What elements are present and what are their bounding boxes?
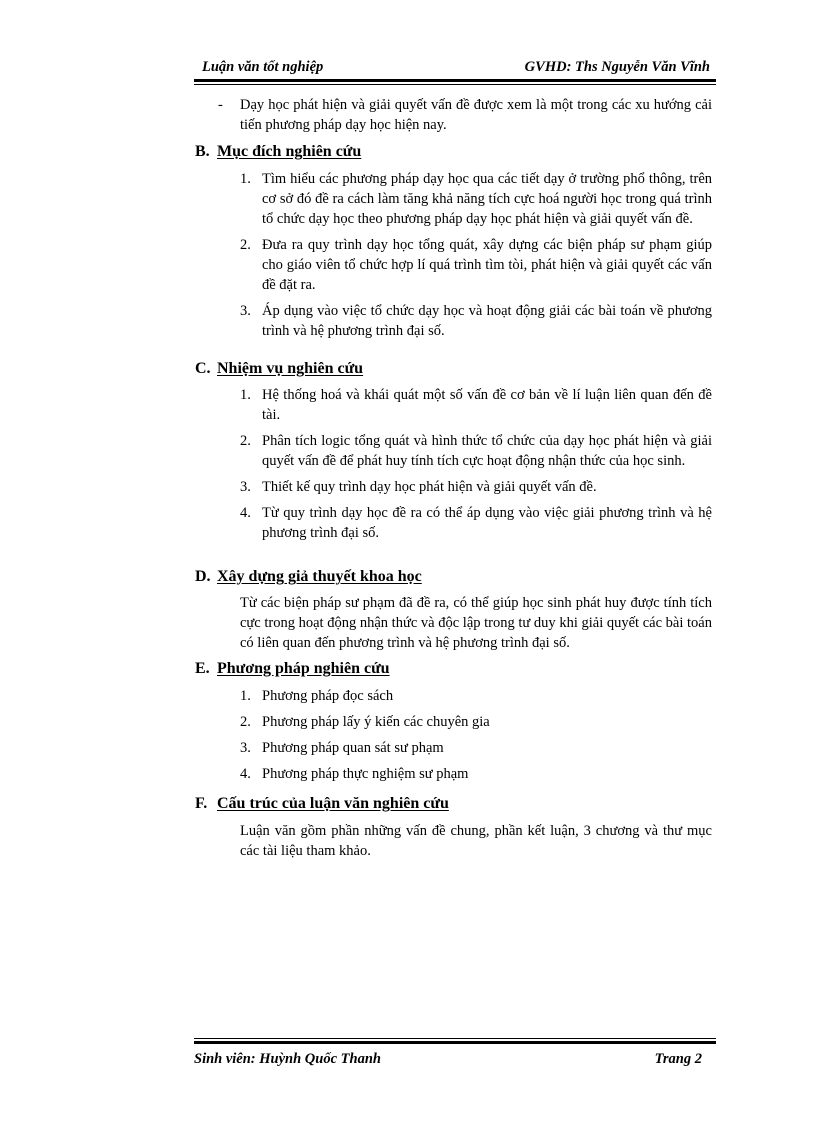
list-number: 2.	[240, 433, 251, 449]
page-number: Trang 2	[654, 1051, 702, 1067]
header-advisor-label: GVHD: Ths Nguyễn Văn Vĩnh	[524, 59, 710, 75]
list-number: 1.	[240, 387, 251, 403]
footer-student-label: Sinh viên: Huỳnh Quốc Thanh	[194, 1051, 381, 1067]
list-text: Phân tích logic tổng quát và hình thức tổ chức của dạy học phát hiện và giải quyết vấn đề để phát huy tính tích cực hoạt động nhận thức của học sinh.	[262, 433, 712, 469]
section-heading-c	[195, 359, 363, 379]
header-rule-thin	[194, 84, 716, 85]
list-item	[240, 686, 712, 706]
list-text: Hệ thống hoá và khái quát một số vấn đề cơ bản về lí luận liên quan đến đề tài.	[262, 387, 712, 423]
section-letter: C.	[195, 360, 211, 377]
list-number: 4.	[240, 505, 251, 521]
section-d-paragraph: Từ các biện pháp sư phạm đã đề ra, có thể giúp học sinh phát huy được tính tích cực trong hoạt động nhận thức và độc lập trong tư duy khi giải quyết các bài toán có liên quan đến phương trình và hệ phương trình đại số.	[240, 595, 712, 651]
list-item	[240, 169, 712, 229]
intro-bullet-item	[218, 95, 712, 135]
header-rule-thick	[194, 79, 716, 82]
list-number: 3.	[240, 479, 251, 495]
list-number: 3.	[240, 740, 251, 756]
footer-rule-thin	[194, 1038, 716, 1039]
section-letter: B.	[195, 143, 210, 160]
list-text: Thiết kế quy trình dạy học phát hiện và giải quyết vấn đề.	[262, 479, 597, 495]
section-f-paragraph: Luận văn gồm phần những vấn đề chung, phần kết luận, 3 chương và thư mục các tài liệu tham khảo.	[240, 823, 712, 859]
list-text: Phương pháp thực nghiệm sư phạm	[262, 766, 469, 782]
section-title: Cấu trúc của luận văn nghiên cứu	[217, 795, 449, 812]
list-item	[240, 503, 712, 543]
section-b-list	[240, 169, 712, 347]
list-item	[240, 738, 712, 758]
footer-rule-thick	[194, 1041, 716, 1044]
running-footer	[194, 1049, 716, 1069]
list-text: Từ quy trình dạy học đề ra có thể áp dụng vào việc giải phương trình và hệ phương trình đại số.	[262, 505, 712, 541]
section-e-list	[240, 686, 712, 790]
list-item	[240, 431, 712, 471]
header-double-rule	[194, 79, 716, 87]
section-letter: E.	[195, 660, 210, 677]
list-text: Áp dụng vào việc tổ chức dạy học và hoạt động giải các bài toán về phương trình và hệ phương trình đại số.	[262, 303, 712, 339]
list-item	[240, 385, 712, 425]
section-heading-e	[195, 659, 390, 679]
list-item	[240, 712, 712, 732]
section-c-list	[240, 385, 712, 549]
section-title: Mục đích nghiên cứu	[217, 143, 362, 160]
list-text: Đưa ra quy trình dạy học tổng quát, xây dựng các biện pháp sư phạm giúp cho giáo viên tổ chức hợp lí quá trình tìm tòi, phát hiện và giải quyết các vấn đề đặt ra.	[262, 237, 712, 293]
list-number: 3.	[240, 303, 251, 319]
section-heading-d	[195, 567, 422, 587]
list-text: Phương pháp lấy ý kiến các chuyên gia	[262, 714, 490, 730]
section-heading-f	[195, 794, 449, 814]
list-number: 2.	[240, 237, 251, 253]
section-title: Xây dựng giả thuyết khoa học	[217, 568, 422, 585]
dash-bullet: -	[218, 97, 223, 113]
footer-double-rule	[194, 1038, 716, 1046]
running-header	[194, 57, 716, 77]
list-item	[240, 764, 712, 784]
section-title: Nhiệm vụ nghiên cứu	[217, 360, 364, 377]
list-number: 1.	[240, 688, 251, 704]
section-letter: F.	[195, 795, 208, 812]
list-item	[240, 235, 712, 295]
intro-text: Dạy học phát hiện và giải quyết vấn đề được xem là một trong các xu hướng cải tiến phương pháp dạy học hiện nay.	[240, 97, 712, 133]
list-text: Tìm hiểu các phương pháp dạy học qua các tiết dạy ở trường phổ thông, trên cơ sở đó đề ra cách làm tăng khả năng tích cực hoá người học trong quá trình tổ chức dạy học theo phương pháp dạy học phát hiện và giải quyết vấn đề.	[262, 171, 712, 227]
list-number: 1.	[240, 171, 251, 187]
list-item	[240, 477, 712, 497]
list-number: 2.	[240, 714, 251, 730]
list-number: 4.	[240, 766, 251, 782]
section-heading-b	[195, 142, 361, 162]
list-text: Phương pháp đọc sách	[262, 688, 394, 704]
section-title: Phương pháp nghiên cứu	[217, 660, 390, 677]
list-text: Phương pháp quan sát sư phạm	[262, 740, 444, 756]
header-thesis-label: Luận văn tốt nghiệp	[202, 59, 324, 75]
list-item	[240, 301, 712, 341]
section-letter: D.	[195, 568, 211, 585]
